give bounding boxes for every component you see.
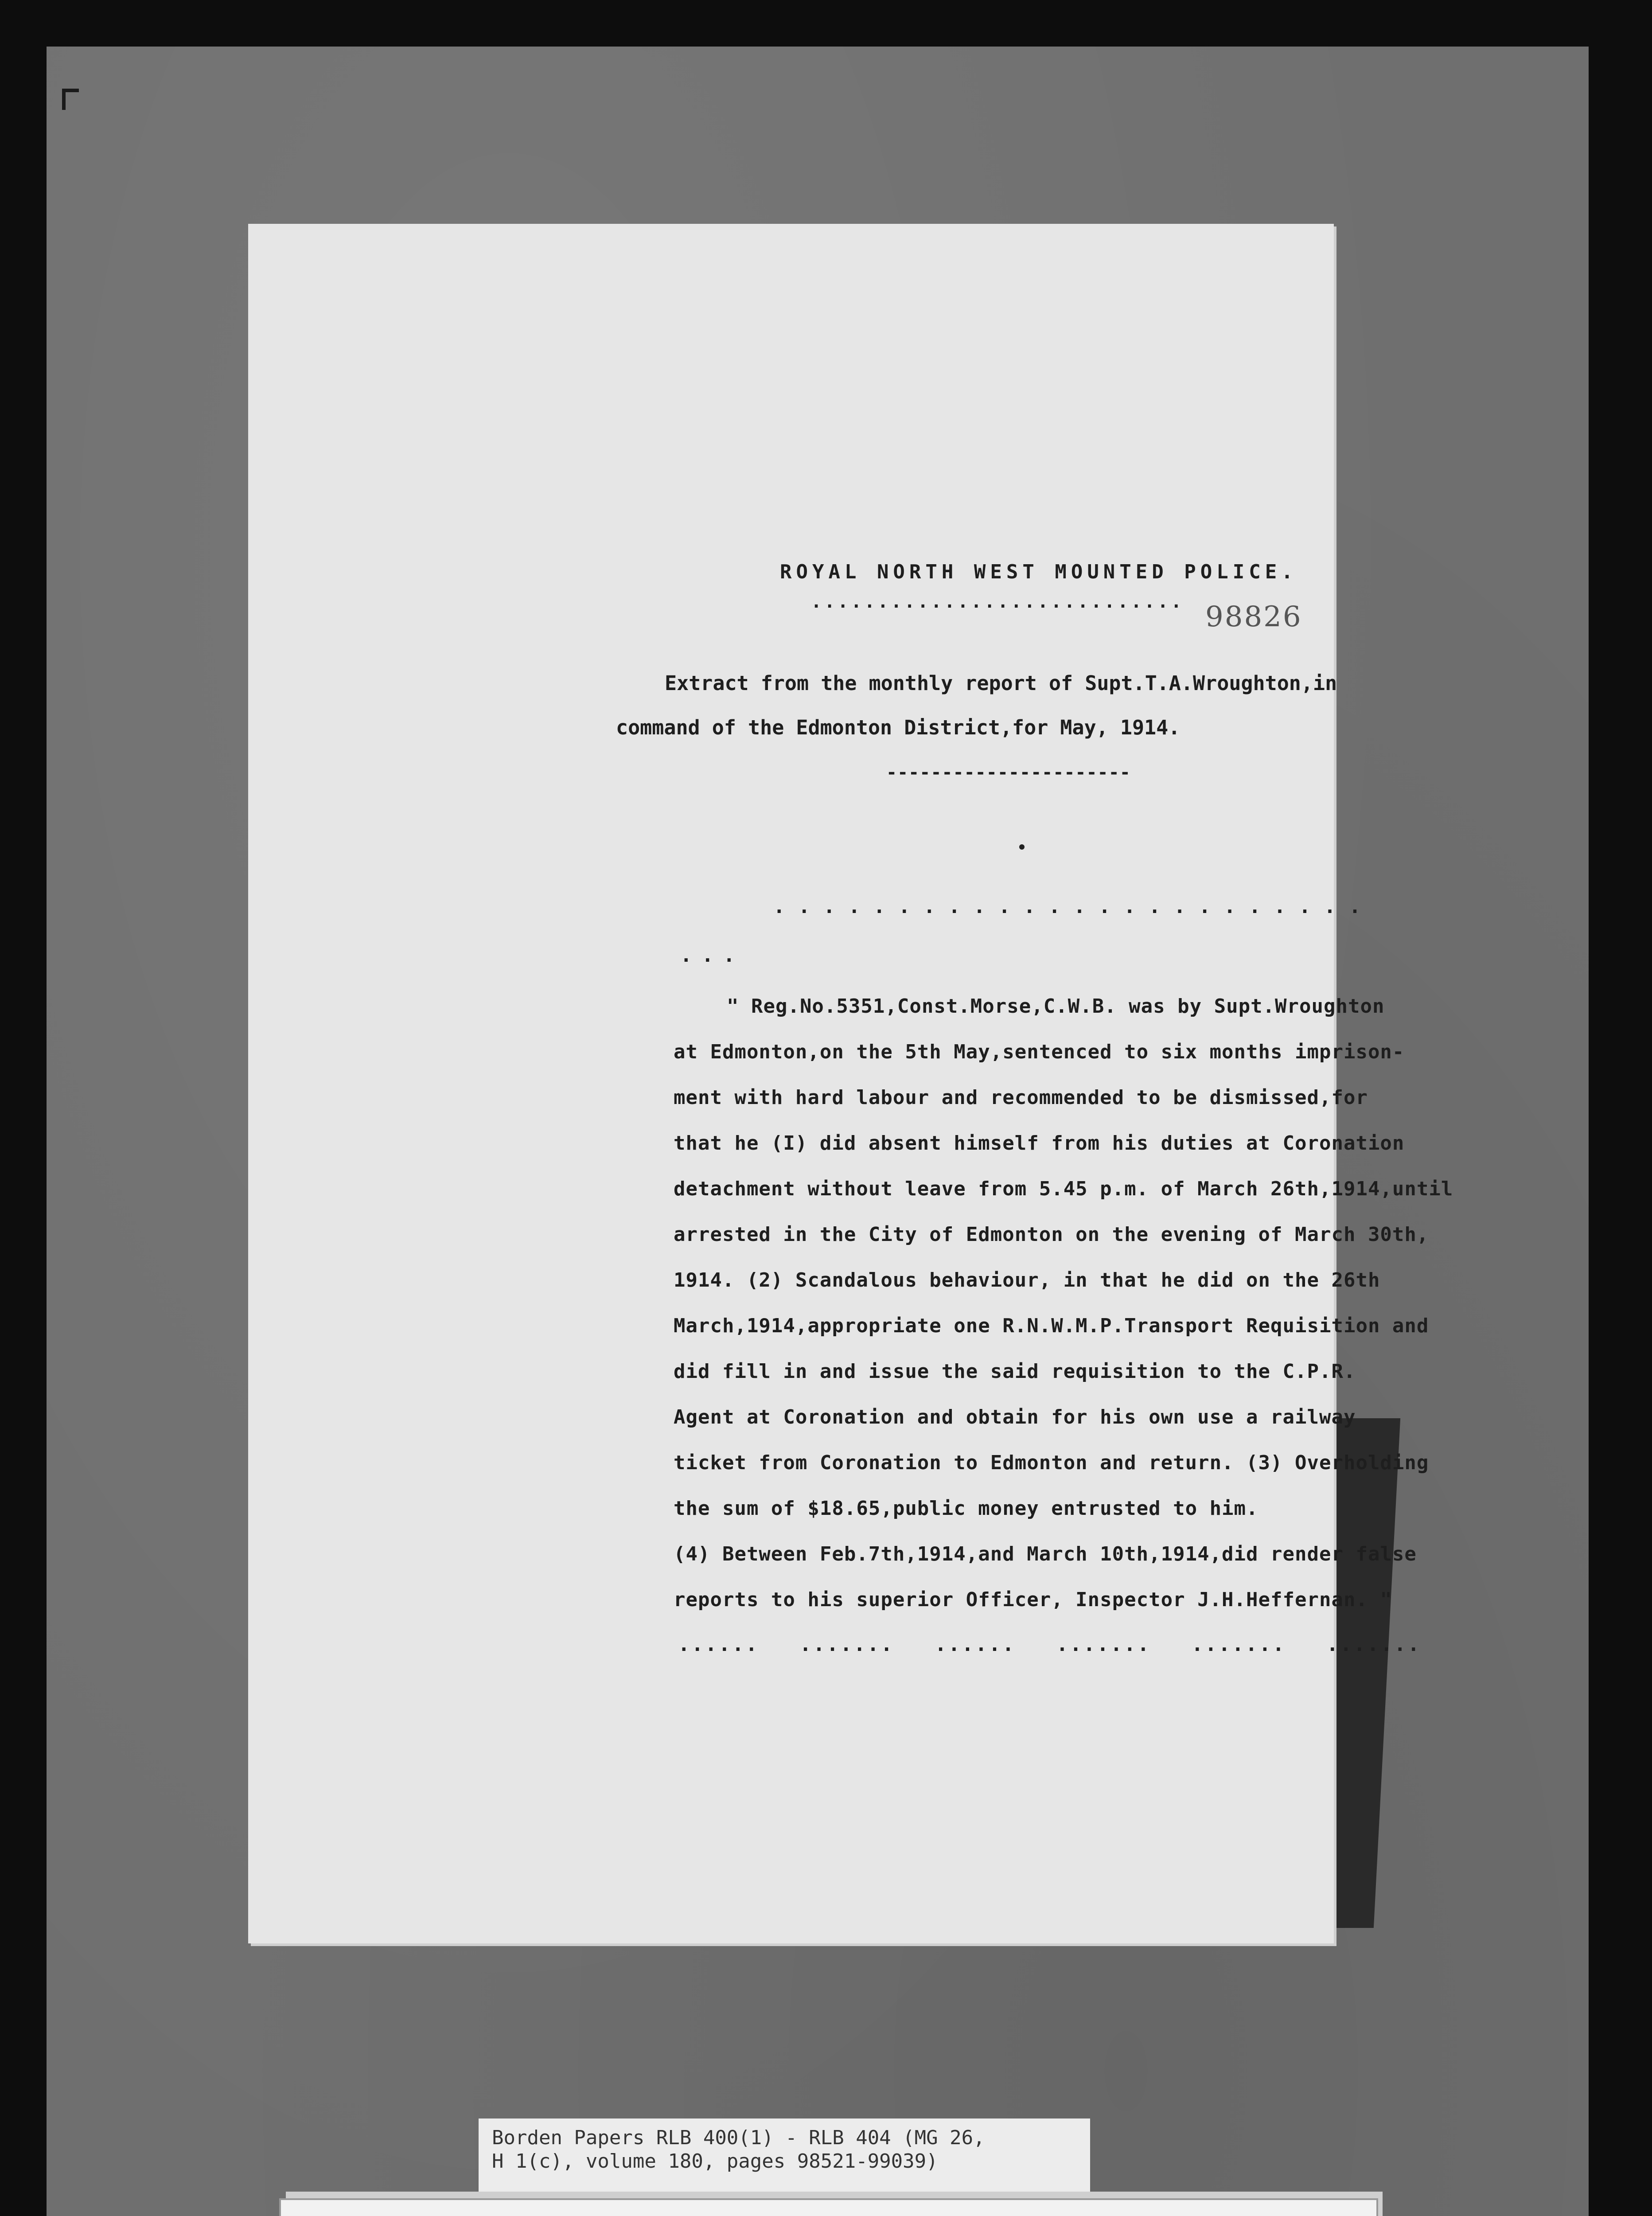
document-title: ROYAL NORTH WEST MOUNTED POLICE.	[780, 561, 1297, 583]
body-line: 1914. (2) Scandalous behaviour, in that he did on the 26th	[674, 1269, 1380, 1291]
body-line: detachment without leave from 5.45 p.m. of March 26th,1914,until	[674, 1178, 1453, 1200]
body-line: (4) Between Feb.7th,1914,and March 10th,1914,did render false	[674, 1543, 1417, 1565]
body-line: ticket from Coronation to Edmonton and return. (3) Overholding	[674, 1451, 1429, 1474]
extract-line-2: command of the Edmonton District,for May, 1914.	[616, 716, 1181, 739]
body-line: " Reg.No.5351,Const.Morse,C.W.B. was by Supt.Wroughton	[727, 995, 1385, 1018]
body-line: Agent at Coronation and obtain for his own use a railway	[674, 1406, 1356, 1428]
body-line: the sum of $18.65,public money entrusted to him.	[674, 1497, 1258, 1520]
body-line: did fill in and issue the said requisition to the C.P.R.	[674, 1360, 1356, 1383]
body-line: ment with hard labour and recommended to be dismissed,for	[674, 1086, 1368, 1109]
row-dots: ........................	[773, 895, 1374, 918]
document-number: 98826	[1205, 601, 1302, 633]
reference-label-line-2: H 1(c), volume 180, pages 98521-99039)	[492, 2150, 938, 2173]
body-line: March,1914,appropriate one R.N.W.M.P.Transport Requisition and	[674, 1315, 1429, 1337]
document-page	[248, 224, 1453, 1943]
extract-line-1: Extract from the monthly report of Supt.T.A.Wroughton,in	[665, 671, 1337, 695]
end-dots: ...... ....... ...... ....... ....... .......	[678, 1633, 1421, 1656]
dot-mark	[1019, 844, 1025, 850]
ellipsis-dots: ...	[680, 944, 745, 967]
body-line: that he (I) did absent himself from his duties at Coronation	[674, 1132, 1405, 1155]
body-line: arrested in the City of Edmonton on the evening of March 30th,	[674, 1223, 1429, 1246]
corner-mark	[62, 89, 79, 110]
archives-stamp	[279, 2198, 1378, 2216]
extract-dashes: ----------------------	[886, 762, 1131, 783]
body-line: reports to his superior Officer, Inspector J.H.Heffernan. "	[674, 1588, 1392, 1611]
reference-label-line-1: Borden Papers RLB 400(1) - RLB 404 (MG 26,	[492, 2126, 985, 2149]
body-line: at Edmonton,on the 5th May,sentenced to six months imprison-	[674, 1041, 1405, 1063]
title-underline-dots: ............................	[811, 592, 1184, 612]
